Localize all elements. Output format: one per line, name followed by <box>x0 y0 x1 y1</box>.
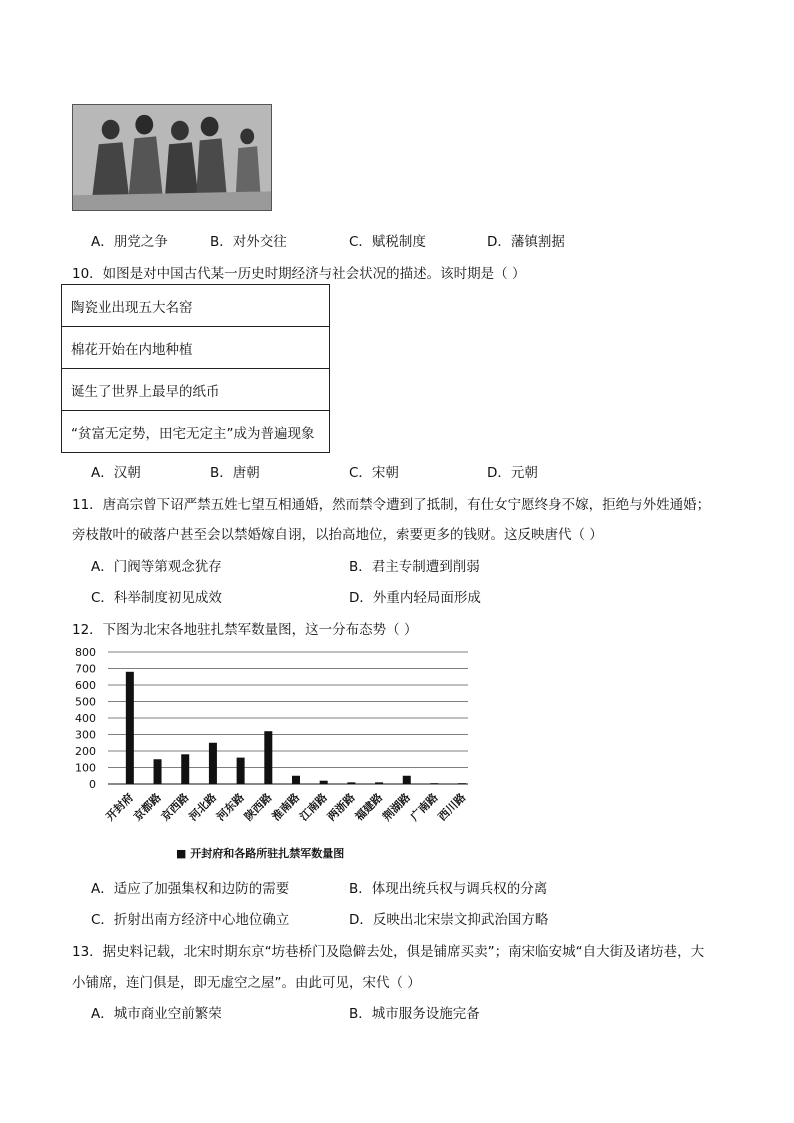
q9-illustration <box>72 104 272 211</box>
x-tick-label: 河东路 <box>214 790 247 824</box>
q10-table-row: 诞生了世界上最早的纸币 <box>62 369 330 411</box>
y-tick-label: 700 <box>75 662 96 676</box>
x-tick-label: 河北路 <box>186 790 220 824</box>
q12-bar-chart <box>60 640 480 870</box>
figures-illustration-icon <box>73 105 271 210</box>
bar-京西路 <box>181 754 189 784</box>
bar-荆湖路 <box>403 776 411 784</box>
q10-table-row: 棉花开始在内地种植 <box>62 327 330 369</box>
bar-福建路 <box>375 782 383 784</box>
y-tick-label: 500 <box>75 695 96 709</box>
q9-option-a[interactable]: A．朋党之争 <box>91 234 168 250</box>
y-tick-label: 600 <box>75 679 96 692</box>
bar-两浙路 <box>347 782 355 784</box>
bar-chart-svg <box>60 640 480 870</box>
x-tick-label: 西川路 <box>435 790 469 824</box>
q10-option-c[interactable]: C．宋朝 <box>349 465 399 481</box>
x-tick-label: 福建路 <box>352 790 386 824</box>
q9-option-b[interactable]: B．对外交往 <box>210 234 287 250</box>
y-tick-label: 800 <box>75 646 96 659</box>
x-tick-label: 京都路 <box>131 790 164 824</box>
x-tick-label: 陕西路 <box>241 790 275 824</box>
y-tick-label: 100 <box>75 761 96 775</box>
x-tick-label: 荆湖路 <box>380 790 413 824</box>
bar-河北路 <box>209 743 217 784</box>
y-tick-label: 200 <box>75 745 96 758</box>
q12-option-b[interactable]: B．体现出统兵权与调兵权的分离 <box>349 881 548 897</box>
y-tick-label: 0 <box>89 778 96 791</box>
q10-option-a[interactable]: A．汉朝 <box>91 465 141 481</box>
q10-description-table <box>61 284 330 453</box>
bar-淮南路 <box>292 776 300 784</box>
q11-stem-line1: 11．唐高宗曾下诏严禁五姓七望互相通婚，然而禁令遭到了抵制，有仕女宁愿终身不嫁，拒绝与外姓通婚； <box>72 497 711 513</box>
q12-option-c[interactable]: C．折射出南方经济中心地位确立 <box>91 912 290 928</box>
bar-开封府 <box>126 672 134 784</box>
q10-option-b[interactable]: B．唐朝 <box>210 465 260 481</box>
q11-option-d[interactable]: D．外重内轻局面形成 <box>349 590 481 606</box>
q10-table-row: 陶瓷业出现五大名窑 <box>62 285 330 327</box>
q13-stem-line2: 小铺席，连门俱是，即无虚空之屋”。由此可见，宋代（ ） <box>72 975 421 991</box>
x-tick-label: 淮南路 <box>269 790 303 824</box>
q13-stem-line1: 13．据史料记载，北宋时期东京“坊巷桥门及隐僻去处，俱是铺席买卖”；南宋临安城“自大街及诸坊巷，大 <box>72 944 705 960</box>
y-tick-label: 300 <box>75 728 96 742</box>
x-tick-label: 两浙路 <box>324 790 358 824</box>
x-tick-label: 开封府 <box>103 790 136 824</box>
q10-option-d[interactable]: D．元朝 <box>487 465 538 481</box>
bar-河东路 <box>237 758 245 784</box>
q13-option-a[interactable]: A．城市商业空前繁荣 <box>91 1006 222 1022</box>
q11-stem-line2: 旁枝散叶的破落户甚至会以禁婚嫁自诩，以抬高地位，索要更多的钱财。这反映唐代（ ） <box>72 527 603 543</box>
q12-option-d[interactable]: D．反映出北宋崇文抑武治国方略 <box>349 912 549 928</box>
y-tick-label: 400 <box>75 712 96 725</box>
x-tick-label: 江南路 <box>297 790 330 824</box>
q13-option-b[interactable]: B．城市服务设施完备 <box>349 1006 480 1022</box>
q9-option-c[interactable]: C．赋税制度 <box>349 234 426 250</box>
q11-option-b[interactable]: B．君主专制遭到削弱 <box>349 559 480 575</box>
bar-西川路 <box>458 783 466 784</box>
bar-京都路 <box>154 759 162 784</box>
q12-option-a[interactable]: A．适应了加强集权和边防的需要 <box>91 881 290 897</box>
bar-江南路 <box>320 781 328 784</box>
q11-option-c[interactable]: C．科举制度初见成效 <box>91 590 222 606</box>
chart-title: ■ 开封府和各路所驻扎禁军数量图 <box>176 847 345 860</box>
q12-stem: 12．下图为北宋各地驻扎禁军数量图，这一分布态势（ ） <box>72 622 418 638</box>
q9-option-d[interactable]: D．藩镇割据 <box>487 234 565 250</box>
x-tick-label: 广南路 <box>408 790 441 824</box>
q11-option-a[interactable]: A．门阀等第观念犹存 <box>91 559 222 575</box>
q10-table-row: “贫富无定势，田宅无定主”成为普遍现象 <box>62 411 330 453</box>
bar-陕西路 <box>264 731 272 784</box>
x-tick-label: 京西路 <box>158 790 192 824</box>
bar-广南路 <box>430 783 438 784</box>
q10-stem: 10．如图是对中国古代某一历史时期经济与社会状况的描述。该时期是（ ） <box>72 266 526 282</box>
